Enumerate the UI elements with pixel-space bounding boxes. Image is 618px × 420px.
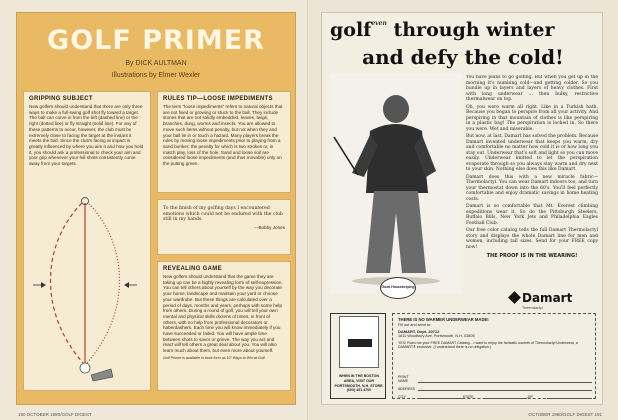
zip-field[interactable] [547, 394, 592, 399]
rules-heading: RULES TIP—LOOSE IMPEDIMENTS [163, 96, 273, 102]
headline-insert-even: even [371, 20, 387, 27]
golf-ball-icon [80, 363, 90, 373]
rules-body: The term "loose impediments" refers to natural objects that are not fixed or growing or stuck to the ball. They include stones that are not solidly embedded, leaves, twigs, branches, dung, worms and insects. You are allowed to move such items without penalty, but not when they and your ball lie in or touch a hazard. Many players break the rules by moving loose impediments prior to playing from a sand bunker; the penalty for which is two strokes or, in match play, loss of the hole. Sand and loose soil are considered loose impediments (and thus movable) only on the putting green. [163, 104, 283, 167]
coupon-form [398, 376, 592, 400]
gripping-body: New golfers should understand that there are only three ways to make a full-swing golf shot fly toward a target. The ball can curve in from the left (dashed line) or the right (dotted line) or fly straight (solid line). For any of these patterns to occur, however, the club must be extremely close to facing the target at the instant it meets the ball. Since the club's facing at impact is greatly influenced by where you aim it and how you hold it, you should ask a professional to check your aim and your grip whenever your full shots consistently curve away from your targets. [29, 104, 144, 167]
good-housekeeping-seal: Good Housekeeping [380, 277, 416, 299]
revealing-body: New golfers should understand that the game they are taking up can be a highly revealing form of self-expression. You can tell others about yourself by the way you decorate your home, landscape and maintain your yard or choose your wardrobe. But these things are calculated over a period of days, months and years, perhaps with some help from others. During a round of golf, you will tell your own mental and physical skills dozens of times, in front of others, with no help from professional decorators or haberdashers. Each time you will know immediately if you have succeeded or failed. You will have ample time between shots to savor or grieve. The way you act and react will tell others a great deal about you. You will also learn much about them, but even more about yourself. [163, 274, 283, 354]
state-label: STATE [462, 395, 474, 399]
copy-paragraph: You have plans to go golfing. But when you get up in the morning it's numbing cold—and getting colder. So you bundle up in layers and layers of heavy clothes. First with long underwear ... then bulky, restrictive thermalwear on top. [466, 75, 598, 102]
damart-logo [510, 291, 572, 305]
copy-paragraph: Oh, you were warm all right. Like in a Turkish bath. Because you began to perspire from all your activity. And perspiring in that mountain of clothes is like perspiring in a plastic bag! The perspiration is locked in. So there you were. Wet and miserable. [466, 104, 598, 132]
copy-paragraph: Our free color catalog tells the full Damart Thermolactyl story and displays the whole Damart line for men and women, including tall sizes. Send for your FREE copy now! [466, 228, 598, 250]
revealing-heading: REVEALING GAME [163, 266, 222, 272]
primer-header [17, 13, 295, 83]
city-label: CITY [398, 395, 406, 399]
quote-text: To the finish of my golfing days I encountered emotions which could not be endured with the club still in my hands. [163, 206, 283, 223]
right-page [309, 0, 618, 420]
print-name-row[interactable] [398, 376, 592, 383]
damart-mark-icon [508, 291, 521, 304]
copy-paragraph: Damart is so comfortable that Mt. Everest climbing expeditions wear it. So do the Pittsburgh Steelers, Buffalo Bills, New York Jets and Philadelphia Eagles Football Club. [466, 204, 598, 226]
coupon-offer: YES! Rush me your FREE DAMART Catalog... I want to enjoy the fantastic warmth of Thermolactyl Underwear, a DAMART® exclusive. (I understand there is no obligation.) [398, 340, 578, 350]
ad-body-copy [466, 75, 598, 297]
right-folio: OCTOBER 1980/GOLF DIGEST 191 [528, 412, 602, 417]
coupon-instruction: Fill out and send to: [398, 323, 432, 327]
print-name-label: PRINT NAME [398, 375, 409, 383]
golfer-head-icon [383, 95, 409, 123]
primer-title: GOLF PRIMER [47, 25, 265, 56]
copy-paragraph: But now, at last, Damart has solved the problem. Because Damart invented underwear that keeps you warm, dry and comfortable no matter how cold it is or how long you stay out. Underwear that's soft and light so you can move easily. Underwear knitted to let the perspiration evaporate through so you always stay warm and dry next to your skin. Nothing else does this like Damart. [466, 134, 598, 172]
catalog-cover-band [348, 339, 372, 347]
zip-label: ZIP [527, 395, 533, 399]
ball-flight-diagram [27, 193, 143, 383]
book-credit: Golf Primer is available in book form as 10" Ways to Win at Golf. [163, 355, 266, 360]
headline-golf: golf [330, 19, 372, 41]
brand-subline: Thermolactyl [522, 306, 543, 310]
state-field[interactable] [483, 394, 528, 399]
copy-paragraph: Damart does this with a new miracle fabric—Thermolactyl. You can wear Damart indoors too, and turn your thermostat down into the 60's. You'll feel perfectly comfortable and enjoy dramatic savings in home heating costs. [466, 174, 598, 202]
order-coupon[interactable] [392, 313, 596, 399]
brand-name: Damart [522, 291, 573, 305]
coupon-headline: THERE IS NO WARMER UNDERWEAR MADE! [398, 317, 489, 322]
illustrator-byline: Illustrations by Elmer Wexler [111, 72, 201, 79]
damart-advertisement [321, 12, 603, 405]
store-info-box [330, 313, 386, 399]
store-text: WHEN IN THE BOSTON AREA, VISIT OUR PORTSMOUTH, N.H. STORE. (603) 431-4700 [334, 374, 384, 393]
left-folio: 190 OCTOBER 1980/GOLF DIGEST [18, 412, 92, 417]
curve-right-line [85, 203, 120, 365]
rules-tip-section [157, 91, 291, 193]
curve-left-line [50, 203, 85, 365]
print-name-field[interactable] [418, 378, 592, 383]
headline-defy-cold: and defy the cold! [362, 45, 564, 69]
quote-attribution: —Bobby Jones [253, 225, 285, 231]
city-field[interactable] [418, 394, 463, 399]
headline-through-winter: through winter [393, 19, 555, 41]
coupon-address: 1811 Woodbury Ave. Portsmouth, N.H. 03805 [398, 334, 475, 338]
revealing-game-section [157, 261, 291, 391]
address-field[interactable] [418, 386, 592, 391]
address-row[interactable] [398, 384, 592, 391]
address-label: ADDRESS [398, 387, 415, 391]
arrow-right-head-icon [124, 282, 129, 288]
proof-tagline: THE PROOF IS IN THE WEARING! [486, 253, 578, 259]
author-byline: By DICK AULTMAN [125, 60, 187, 67]
arrow-left-head-icon [41, 282, 46, 288]
quote-section [157, 199, 291, 255]
ad-headline [330, 19, 596, 68]
golfer-photo [330, 73, 462, 293]
gripping-heading: GRIPPING SUBJECT [29, 96, 93, 102]
golf-primer-panel [16, 12, 296, 405]
catalog-image [339, 316, 379, 368]
coupon-dept: DAMART, Dept. 20712 [398, 329, 440, 334]
club-head-icon [91, 369, 113, 381]
city-state-zip-row[interactable] [398, 392, 592, 399]
